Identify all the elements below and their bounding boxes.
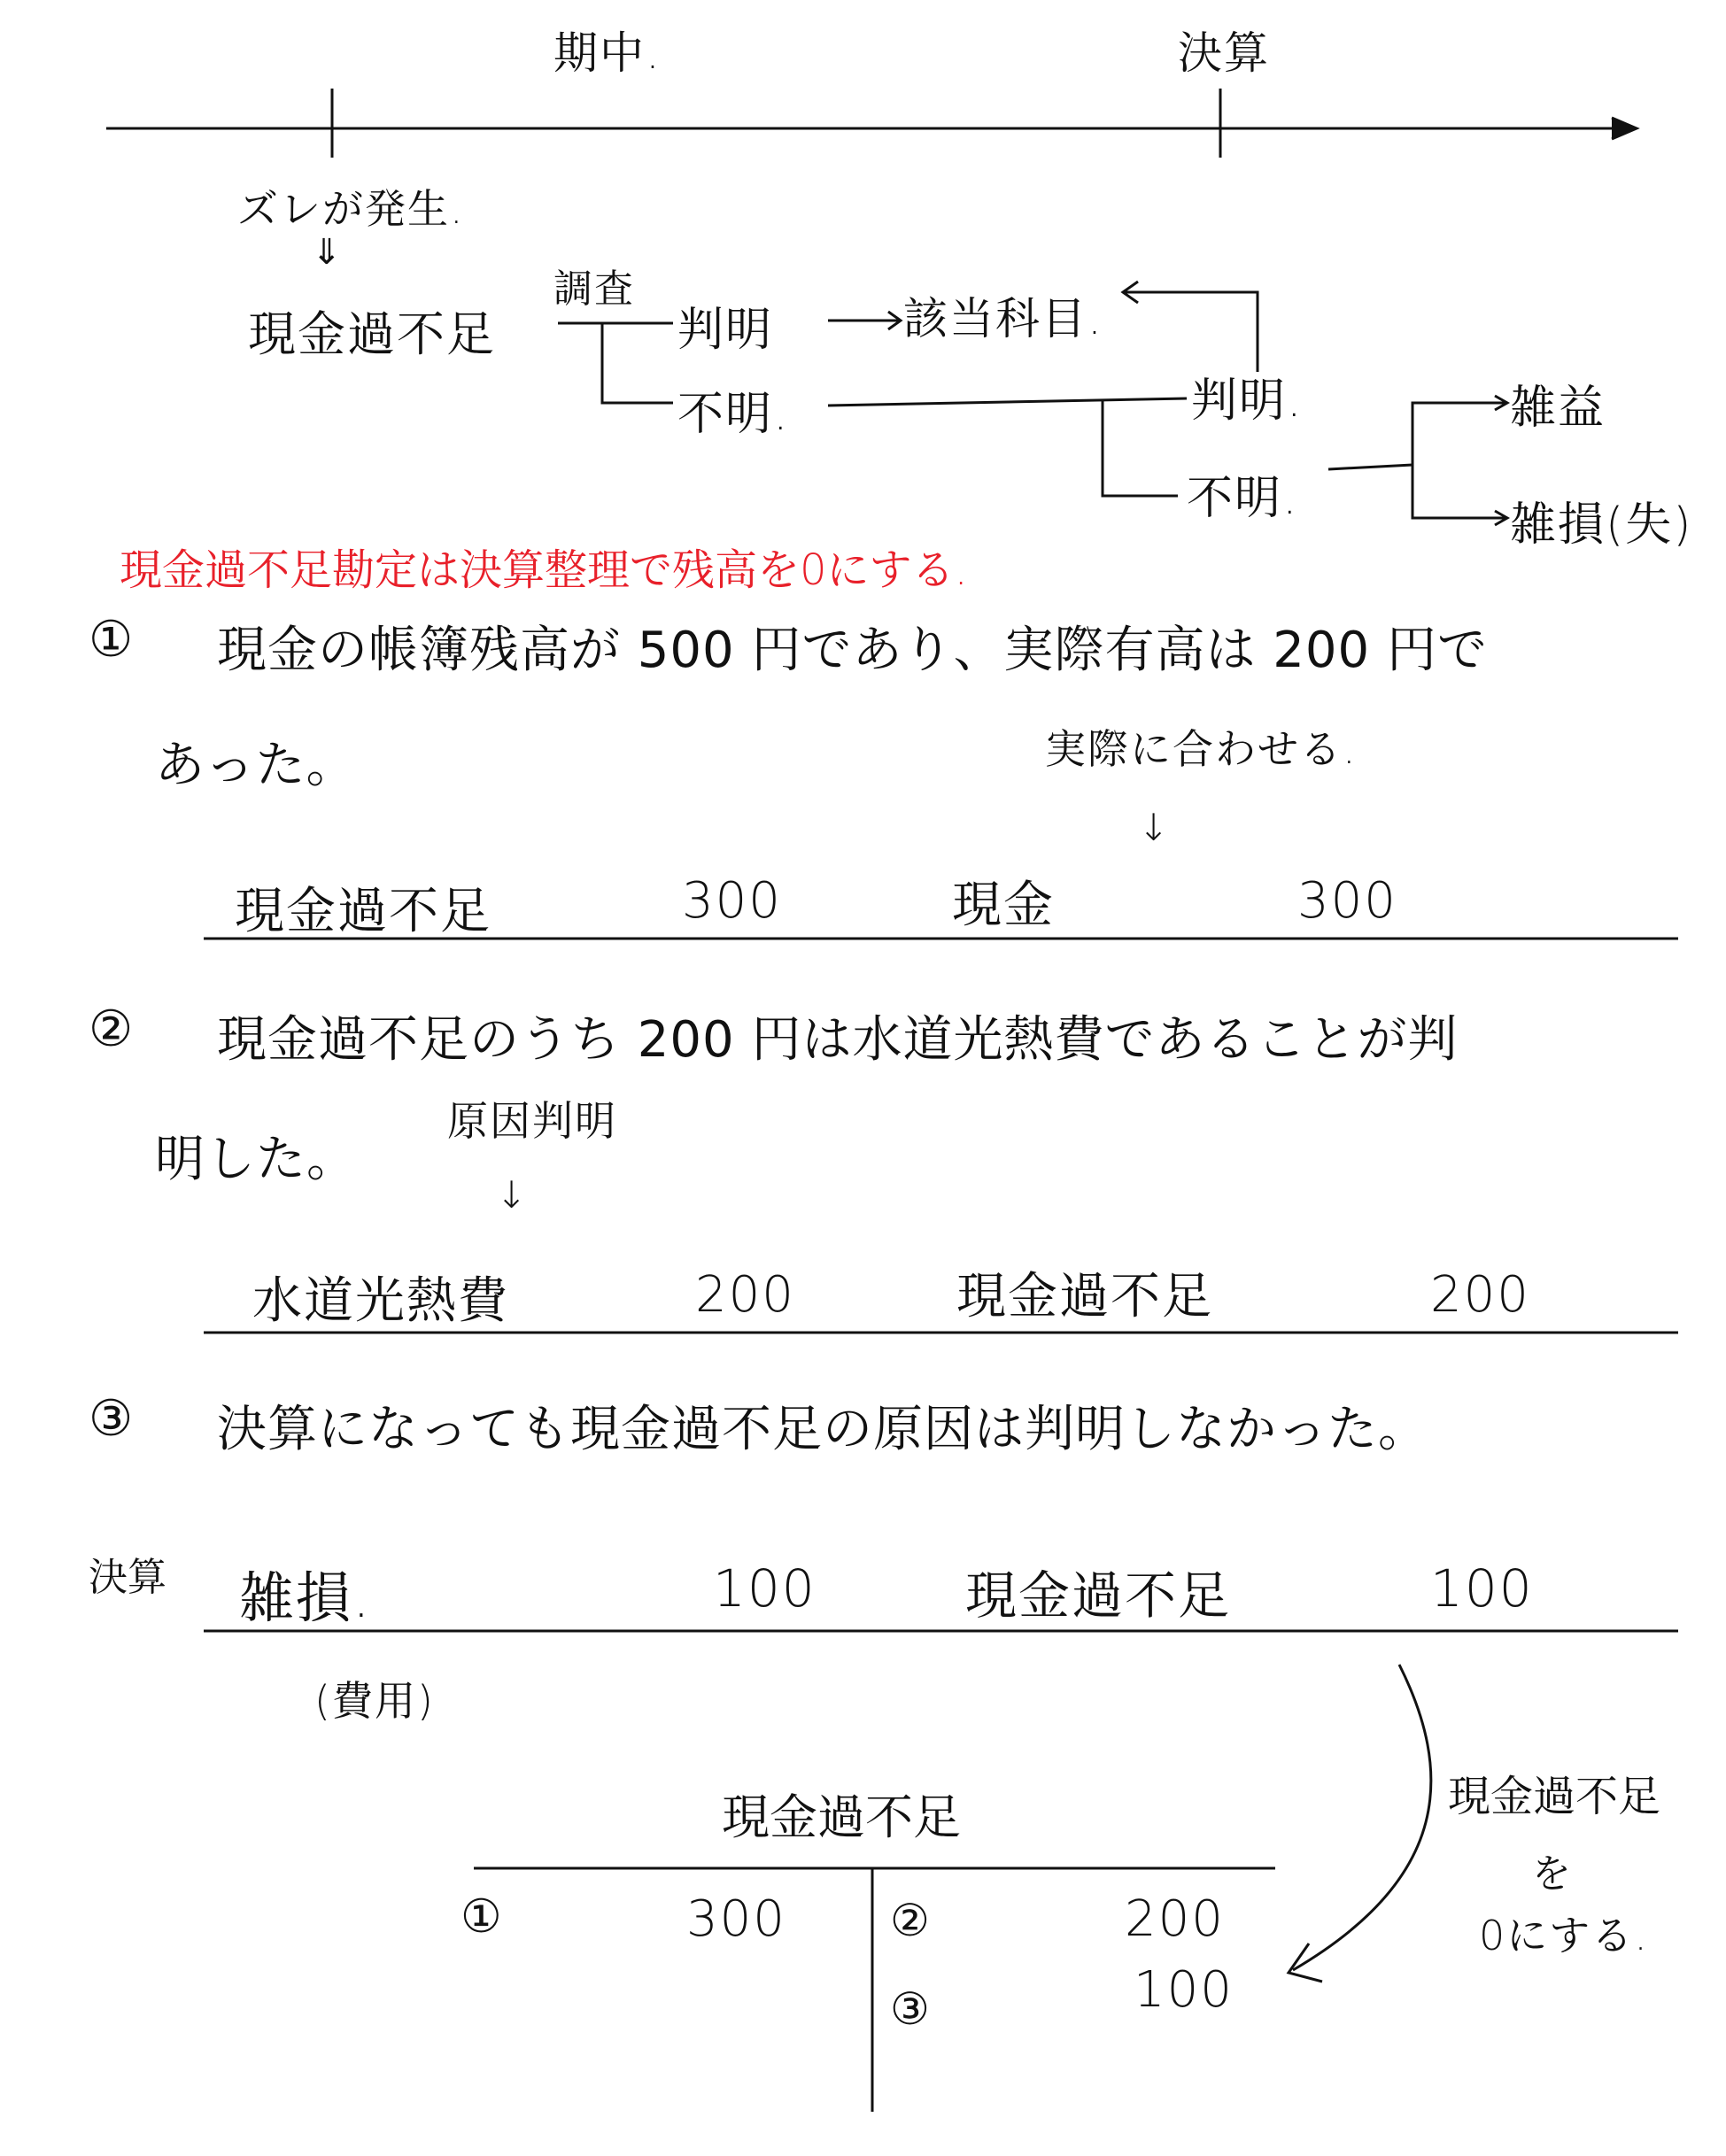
- problem-1-annotation: 実際に合わせる.: [1045, 725, 1358, 773]
- side-note-line1: 現金過不足: [1448, 1772, 1661, 1821]
- discrepancy-label: ズレが発生.: [237, 185, 465, 233]
- later-branch-line: [1103, 400, 1178, 496]
- problem-2-text-line1: 現金過不足のうち 200 円は水道光熱費であることが判: [217, 1011, 1459, 1069]
- problem-3-number: ③: [89, 1390, 135, 1448]
- unknown-to-later-line: [828, 398, 1187, 406]
- entry-1-credit: 現金: [952, 877, 1055, 934]
- entry-1-credit-amount: 300: [1297, 872, 1397, 930]
- entry-3-debit-amount: 100: [713, 1558, 817, 1619]
- entry-2-debit: 水道光熱費: [252, 1272, 509, 1330]
- found-label: 判明: [677, 304, 774, 357]
- t-account-debit-1-mark: ①: [461, 1890, 504, 1943]
- entry-1-debit: 現金過不足: [235, 883, 491, 940]
- branch-line-unknown: [602, 323, 673, 403]
- problem-1-number: ①: [89, 611, 135, 668]
- t-account-credit-2-mark: ③: [890, 1983, 932, 2035]
- problem-2-annotation: 原因判明: [447, 1097, 617, 1145]
- misc-branch-fork: [1413, 403, 1505, 518]
- side-note-line3: 0にする.: [1479, 1912, 1649, 1959]
- t-account-credit-1-mark: ②: [890, 1895, 932, 1946]
- problem-1-annotation-arrow-icon: ↓: [1138, 806, 1172, 849]
- problem-2-annotation-arrow-icon: ↓: [496, 1173, 530, 1217]
- problem-1-text-line2: あった。: [155, 737, 357, 794]
- misc-income-label: 雑益: [1510, 382, 1606, 435]
- misc-branch-stem: [1328, 465, 1413, 469]
- entry-2-credit-amount: 200: [1430, 1266, 1530, 1324]
- entry-3-debit-note: (費用): [314, 1677, 435, 1725]
- problem-1-text-line1: 現金の帳簿残高が 500 円であり、実際有高は 200 円で: [217, 622, 1488, 679]
- timeline-arrowhead: [1612, 118, 1637, 139]
- unknown-later-label: 不明.: [1187, 472, 1299, 525]
- cash-over-short-label: 現金過不足: [248, 306, 496, 362]
- entry-1-debit-amount: 300: [682, 872, 782, 930]
- timeline-mid-label: 期中.: [553, 27, 662, 79]
- t-account-credit-2-amount: 100: [1134, 1961, 1234, 2019]
- found-later-label: 判明.: [1191, 375, 1304, 428]
- relevant-account-label: 該当科目.: [903, 293, 1103, 344]
- investigation-label: 調査: [553, 267, 635, 312]
- entry-3-credit: 現金過不足: [965, 1565, 1232, 1626]
- entry-2-debit-amount: 200: [695, 1266, 795, 1324]
- down-double-arrow-icon: ⇓: [312, 232, 344, 273]
- t-account-credit-1-amount: 200: [1125, 1890, 1225, 1948]
- t-account-debit-1-amount: 300: [686, 1890, 786, 1948]
- problem-3-prefix: 決算: [89, 1555, 166, 1600]
- problem-2-number: ②: [89, 1001, 135, 1058]
- entry-3-credit-amount: 100: [1430, 1558, 1534, 1619]
- t-account-title: 現金過不足: [722, 1789, 961, 1845]
- problem-3-text-line1: 決算になっても現金過不足の原因は判明しなかった。: [217, 1401, 1428, 1458]
- return-arrow-line: [1125, 292, 1258, 372]
- timeline-settlement-label: 決算: [1178, 27, 1270, 79]
- red-note: 現金過不足勘定は決算整理で残高を0にする.: [120, 545, 968, 595]
- entry-2-credit: 現金過不足: [956, 1268, 1213, 1325]
- unknown-label: 不明.: [677, 388, 790, 441]
- problem-2-text-line2: 明した。: [155, 1131, 357, 1188]
- side-note-line2: を: [1532, 1851, 1573, 1897]
- curved-arrow: [1293, 1665, 1431, 1970]
- misc-loss-label: 雑損(失): [1510, 498, 1693, 552]
- entry-3-debit: 雑損.: [239, 1565, 372, 1630]
